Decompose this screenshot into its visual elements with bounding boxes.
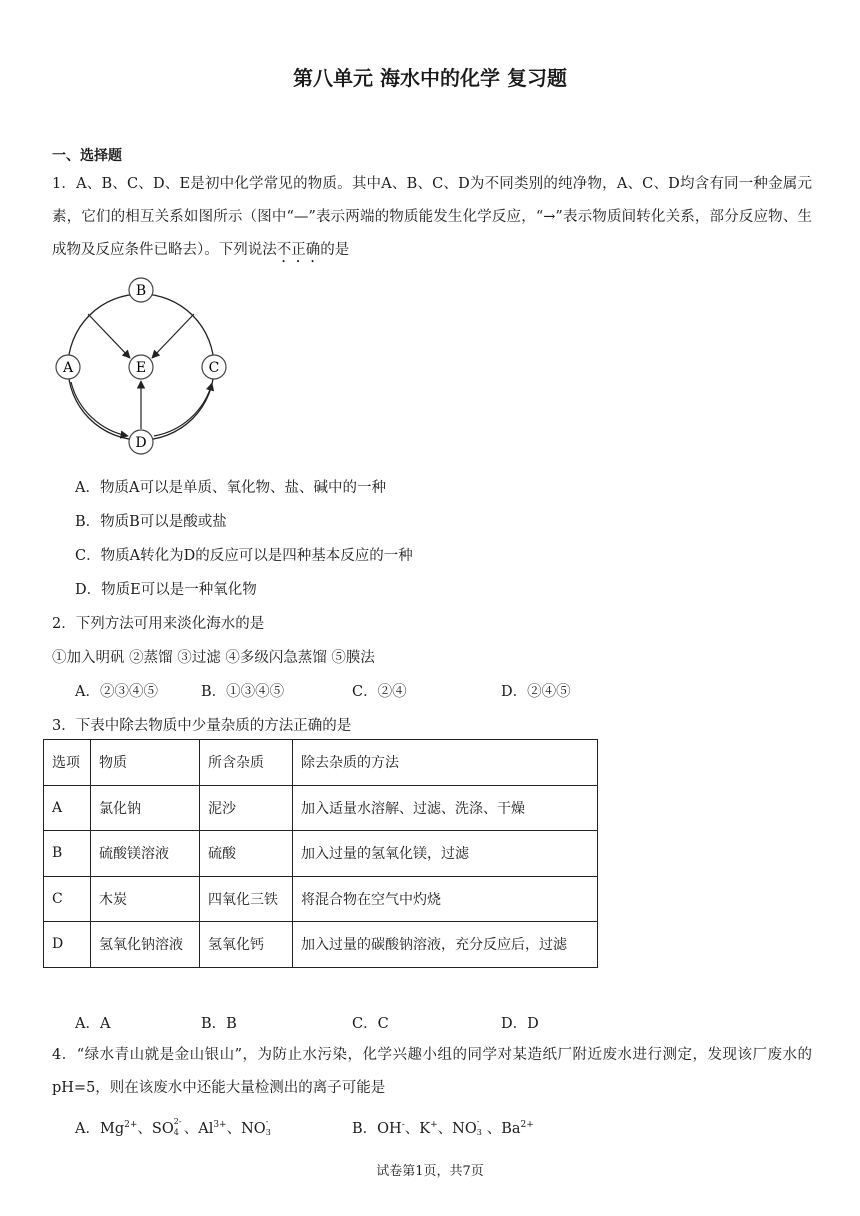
- q4a-al-charge: 3+: [213, 1120, 227, 1131]
- q2-methods: ①加入明矾 ②蒸馏 ③过滤 ④多级闪急蒸馏 ⑤膜法: [52, 650, 375, 666]
- q4a-no3: 、NO: [226, 1121, 266, 1137]
- node-d: [129, 430, 153, 454]
- q1-option-b: B．物质B可以是酸或盐: [75, 514, 227, 530]
- q4a-mg-charge: 2+: [124, 1120, 138, 1131]
- q4b-k-charge: +: [430, 1120, 438, 1131]
- table-cell: 氢氧化钠溶液: [91, 922, 200, 968]
- page-title: 第八单元 海水中的化学 复习题: [293, 66, 567, 90]
- q1-emphasis: 不正确: [276, 242, 321, 258]
- table-cell: B: [44, 831, 91, 877]
- table-row: [44, 922, 598, 968]
- q1-option-c: C．物质A转化为D的反应可以是四种基本反应的一种: [75, 548, 413, 564]
- q4a-no3-index: [265, 1117, 276, 1137]
- svg-text:E: E: [135, 360, 147, 376]
- svg-text:C: C: [208, 360, 220, 376]
- svg-text:B: B: [135, 283, 147, 299]
- q4b-no3-charge: -: [476, 1117, 480, 1126]
- table-header-cell: 选项: [44, 740, 91, 786]
- q2-option-a: A．②③④⑤: [75, 684, 158, 700]
- q2-option-d: D．②④⑤: [501, 684, 571, 700]
- q1-stem-end: 的是: [320, 242, 350, 258]
- q2-option-b: B．①③④⑤: [201, 684, 285, 700]
- q4a-no3-sub: 3: [265, 1128, 271, 1137]
- node-c: [202, 355, 226, 379]
- q1-stem-text: 1．A、B、C、D、E是初中化学常见的物质。其中A、B、C、D为不同类别的纯净物，A、C、D均含有同一种金属元素，它们的相互关系如图所示（图中“—”表示两端的物质能发生化学反应，“→”表示物质间转化关系，部分反应物、生成物及反应条件已略去）。下列说法: [52, 176, 812, 258]
- q3-option-d: D．D: [501, 1016, 539, 1032]
- q4a-so4-index: [173, 1117, 184, 1137]
- table-cell: 木炭: [91, 876, 200, 922]
- q1-option-a: A．物质A可以是单质、氧化物、盐、碱中的一种: [75, 480, 386, 496]
- table-cell: D: [44, 922, 91, 968]
- q3-option-c: C．C: [352, 1016, 389, 1032]
- q4b-ba-charge: 2+: [520, 1120, 534, 1131]
- table-header-cell: 除去杂质的方法: [293, 740, 598, 786]
- q4a-no3-charge: -: [265, 1117, 269, 1126]
- table-row: [44, 831, 598, 877]
- table-row: [44, 785, 598, 831]
- q4b-ba: 、Ba: [486, 1121, 521, 1137]
- q4a-mg: A．Mg: [75, 1121, 125, 1137]
- table-header-row: [44, 740, 598, 786]
- q3-table: [43, 739, 598, 968]
- q4b-k: 、K: [404, 1121, 431, 1137]
- svg-text:A: A: [62, 360, 74, 376]
- q4-option-b: [352, 1117, 534, 1138]
- q4a-so4: 、SO: [137, 1121, 174, 1137]
- table-cell: 泥沙: [200, 785, 293, 831]
- question-2-stem: 2．下列方法可用来淡化海水的是: [52, 616, 265, 632]
- arrow-b-to-e-right: [152, 314, 194, 358]
- table-cell: 氯化钠: [91, 785, 200, 831]
- table-cell: 加入适量水溶解、过滤、洗涤、干燥: [293, 785, 598, 831]
- q3-option-b: B．B: [201, 1016, 237, 1032]
- question-1-stem: [52, 168, 812, 267]
- q4b-oh-charge: -: [401, 1120, 405, 1131]
- table-cell: 硫酸镁溶液: [91, 831, 200, 877]
- table-header-cell: 物质: [91, 740, 200, 786]
- q4a-so4-charge: 2-: [173, 1117, 182, 1126]
- table-cell: 硫酸: [200, 831, 293, 877]
- table-cell: A: [44, 785, 91, 831]
- page-footer: 试卷第1页，共7页: [376, 1164, 484, 1179]
- q2-option-c: C．②④: [352, 684, 407, 700]
- node-e: [129, 355, 153, 379]
- table-cell: 氢氧化钙: [200, 922, 293, 968]
- node-a: [56, 355, 80, 379]
- arrow-a-to-d: [71, 382, 128, 436]
- table-header-cell: 所含杂质: [200, 740, 293, 786]
- svg-text:D: D: [135, 435, 147, 451]
- q3-option-a: A．A: [75, 1016, 111, 1032]
- q4b-no3: 、NO: [437, 1121, 477, 1137]
- q4a-so4-sub: 4: [173, 1128, 179, 1137]
- q4b-no3-index: [476, 1117, 487, 1137]
- table-cell: 将混合物在空气中灼烧: [293, 876, 598, 922]
- q1-option-d: D．物质E可以是一种氧化物: [75, 582, 257, 598]
- table-cell: 加入过量的氢氧化镁，过滤: [293, 831, 598, 877]
- table-row: [44, 876, 598, 922]
- question-3-stem: 3．下表中除去物质中少量杂质的方法正确的是: [52, 718, 352, 734]
- arrow-d-to-c: [154, 383, 212, 436]
- question-4-stem: 4．“绿水青山就是金山银山”，为防止水污染，化学兴趣小组的同学对某造纸厂附近废水进行测定，发现该厂废水的pH=5，则在该废水中还能大量检测出的离子可能是: [52, 1047, 812, 1096]
- q4-option-a: [75, 1117, 276, 1138]
- table-cell: C: [44, 876, 91, 922]
- table-cell: 四氧化三铁: [200, 876, 293, 922]
- q4a-al: 、Al: [183, 1121, 214, 1137]
- table-cell: 加入过量的碳酸钠溶液，充分反应后，过滤: [293, 922, 598, 968]
- arrow-b-to-e: [130, 304, 134, 357]
- node-b: [129, 278, 153, 302]
- q1-relation-diagram: [50, 272, 240, 462]
- q4b-no3-sub: 3: [476, 1128, 482, 1137]
- section-heading: 一、选择题: [52, 148, 122, 164]
- q4b-oh: B．OH: [352, 1121, 402, 1137]
- arrow-b-to-e-line: [88, 314, 130, 358]
